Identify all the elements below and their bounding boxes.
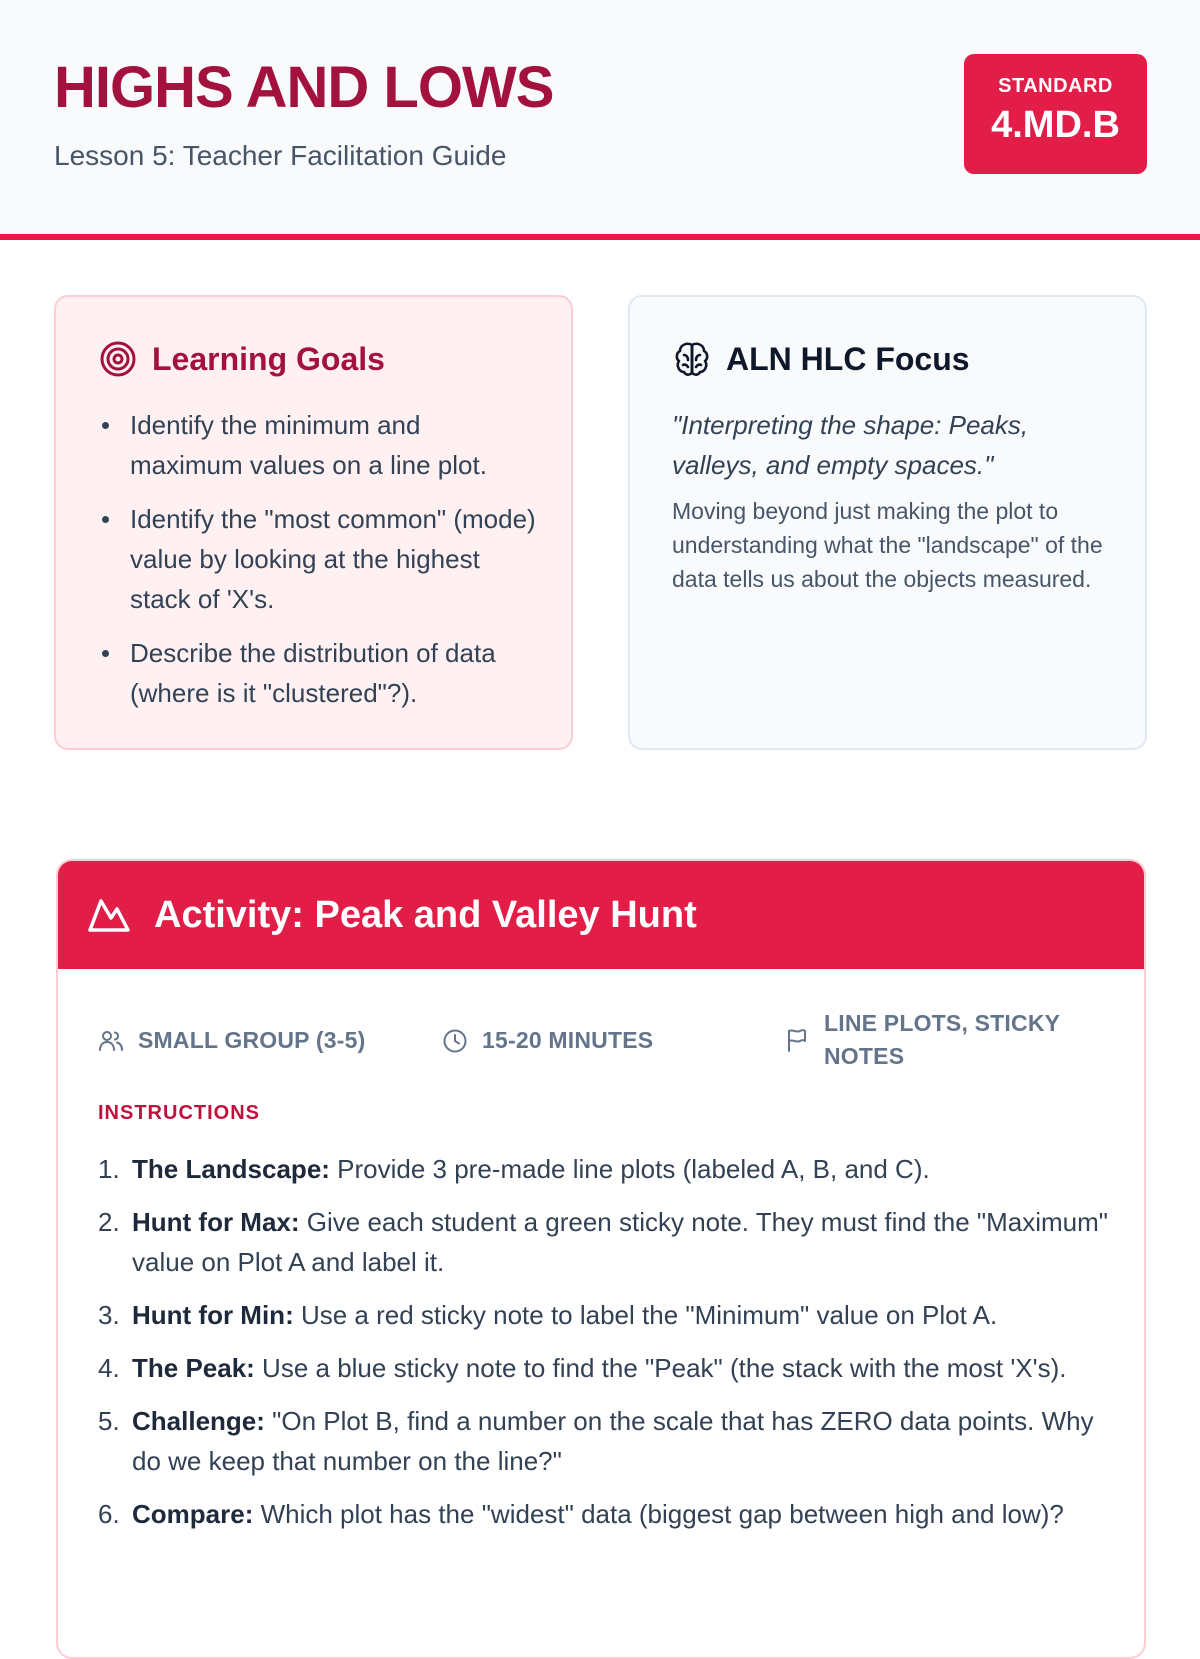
hlc-focus-card [628,295,1147,750]
meta-duration [442,1024,653,1057]
step-text: Give each student a green sticky note. They must find the "Maximum" value on Plot A and label it. [132,1207,1109,1277]
meta-group-size [98,1024,365,1057]
learning-goals-card [54,295,573,750]
step-number: 6. [98,1499,120,1529]
list-item [98,1494,1108,1534]
learning-goals-title: Learning Goals [152,340,385,377]
instructions-label: INSTRUCTIONS [98,1102,260,1124]
meta-duration-text: 15-20 MINUTES [482,1027,654,1053]
standard-label: STANDARD [998,75,1113,97]
step-number: 1. [98,1154,120,1184]
list-item [98,1202,1108,1282]
meta-materials [784,1007,1104,1073]
meta-group-text: SMALL GROUP (3-5) [138,1027,366,1053]
activity-title: Activity: Peak and Valley Hunt [154,893,697,936]
activity-header [58,861,1144,969]
hlc-quote: "Interpreting the shape: Peaks, valleys, and empty spaces." [672,410,1029,480]
step-lead: Compare: [132,1499,254,1529]
flag-icon [784,1027,810,1053]
list-item: Describe the distribution of data (where is it "clustered"?). [98,633,538,713]
page-subtitle: Lesson 5: Teacher Facilitation Guide [54,140,507,171]
list-item [98,1348,1108,1388]
activity-card [56,859,1146,1659]
instructions-list [98,1149,1108,1547]
list-item [98,1295,1108,1335]
step-lead: Hunt for Max: [132,1207,300,1237]
hlc-focus-heading [672,339,970,379]
step-number: 4. [98,1353,120,1383]
hlc-focus-title: ALN HLC Focus [726,340,970,377]
clock-icon [442,1028,468,1054]
list-item: Identify the "most common" (mode) value by looking at the highest stack of 'X's. [98,499,538,619]
step-lead: Challenge: [132,1406,265,1436]
list-item [98,1149,1108,1189]
list-item: Identify the minimum and maximum values on a line plot. [98,405,538,485]
target-icon [98,339,138,379]
step-number: 2. [98,1207,120,1237]
step-lead: Hunt for Min: [132,1300,294,1330]
step-lead: The Peak: [132,1353,255,1383]
step-number: 5. [98,1406,120,1436]
standard-badge [964,54,1147,174]
step-text: Provide 3 pre-made line plots (labeled A, B, and C). [329,1154,930,1184]
step-text: Which plot has the "widest" data (biggest gap between high and low)? [253,1499,1064,1529]
step-lead: The Landscape: [132,1154,330,1184]
users-icon [98,1028,124,1054]
step-number: 3. [98,1300,120,1330]
mountain-icon [86,892,132,938]
learning-goals-heading [98,339,385,379]
list-item [98,1401,1108,1481]
step-text: "On Plot B, find a number on the scale that has ZERO data points. Why do we keep that number on the line?" [132,1406,1094,1476]
standard-code: 4.MD.B [991,104,1120,146]
hlc-description: Moving beyond just making the plot to understanding what the "landscape" of the data tells us about the objects measured. [672,498,1103,592]
brain-icon [672,339,712,379]
meta-materials-text: LINE PLOTS, STICKY NOTES [824,1010,1060,1069]
page-header [0,0,1200,240]
page-title: HIGHS AND LOWS [54,55,554,120]
step-text: Use a red sticky note to label the "Minimum" value on Plot A. [293,1300,998,1330]
step-text: Use a blue sticky note to find the "Peak" (the stack with the most 'X's). [254,1353,1067,1383]
learning-goals-list [98,405,538,727]
